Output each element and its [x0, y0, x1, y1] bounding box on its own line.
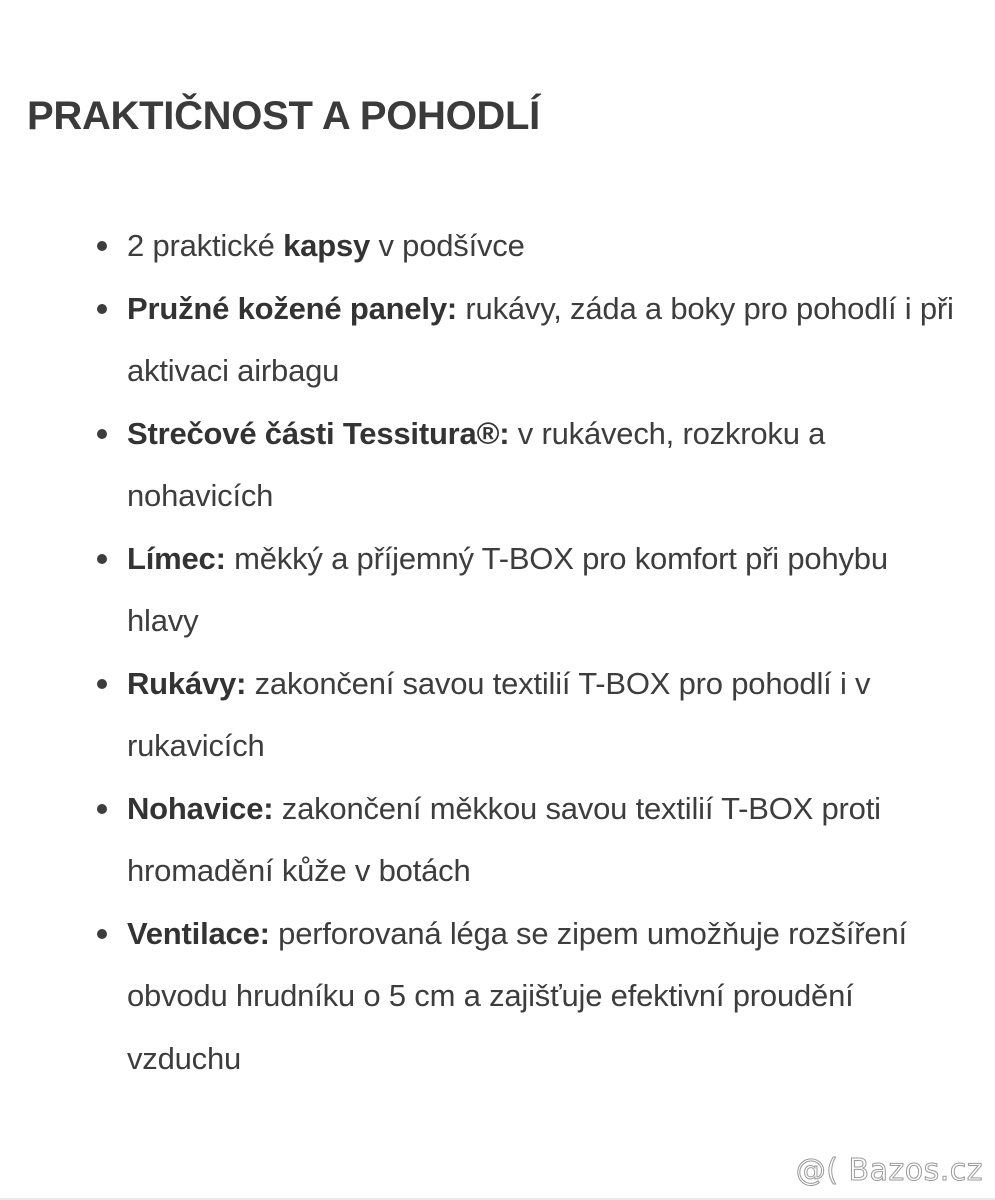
feature-text-prefix: 2 praktické	[127, 228, 284, 263]
bullet-icon	[97, 554, 107, 564]
list-item	[127, 903, 967, 1091]
feature-label: Límec:	[127, 540, 226, 576]
feature-description: v rukávech, rozkroku a nohavicích	[127, 415, 826, 513]
list-item	[127, 653, 967, 778]
feature-description: rukávy, záda a boky pro pohodlí i při aktivaci airbagu	[127, 290, 954, 388]
feature-label: kapsy	[283, 228, 371, 263]
feature-description: měkký a příjemný T-BOX pro komfort při pohybu hlavy	[127, 540, 888, 638]
bazos-watermark: @( Bazos.cz	[795, 1153, 983, 1188]
section-title: PRAKTIČNOST A POHODLÍ	[27, 94, 540, 138]
list-item	[127, 528, 967, 653]
feature-description: zakončení měkkou savou textilií T-BOX proti hromadění kůže v botách	[127, 790, 881, 888]
bullet-icon	[97, 241, 107, 251]
bullet-icon	[97, 429, 107, 439]
feature-label: Strečové části Tessitura®:	[127, 415, 510, 451]
feature-description: zakončení savou textilií T-BOX pro pohodlí i v rukavicích	[127, 665, 871, 763]
feature-description: perforovaná léga se zipem umožňuje rozšíření obvodu hrudníku o 5 cm a zajišťuje efektivní proudění vzduchu	[127, 915, 907, 1076]
list-item	[127, 403, 967, 528]
list-item	[127, 778, 967, 903]
bullet-icon	[97, 804, 107, 814]
list-item	[127, 215, 967, 278]
feature-list	[127, 215, 967, 1090]
list-item	[127, 278, 967, 403]
feature-label: Rukávy:	[127, 665, 247, 701]
feature-description: v podšívce	[370, 228, 525, 263]
bullet-icon	[97, 304, 107, 314]
feature-label: Nohavice:	[127, 790, 274, 826]
bullet-icon	[97, 929, 107, 939]
feature-label: Ventilace:	[127, 915, 270, 951]
feature-label: Pružné kožené panely:	[127, 290, 458, 326]
bullet-icon	[97, 679, 107, 689]
